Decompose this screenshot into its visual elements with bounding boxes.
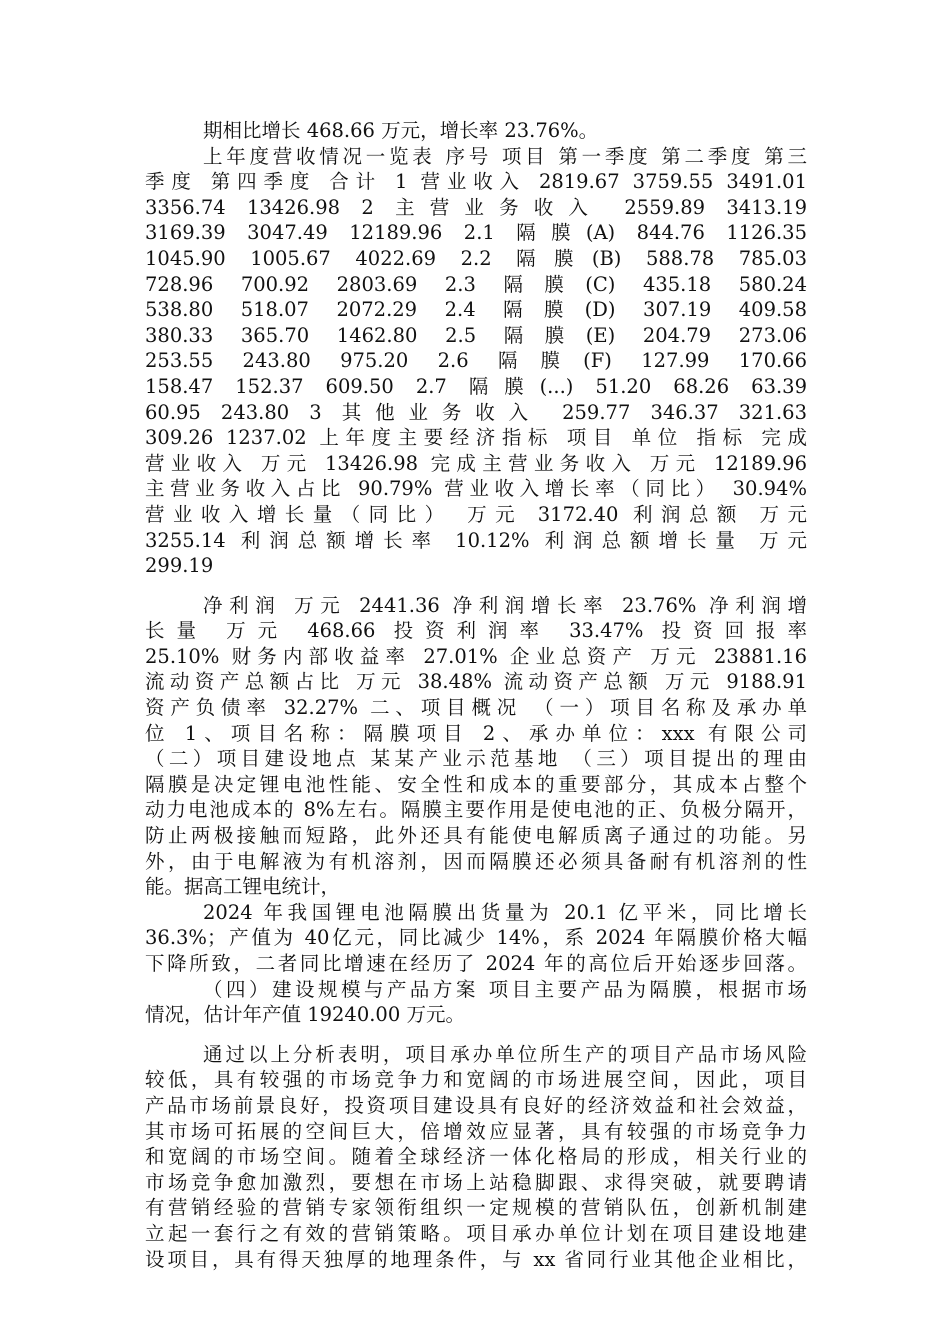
- text-line: 营业收入增长量（同比） 万元 3172.40 利润总额 万元: [145, 502, 807, 526]
- text-line: 通过以上分析表明，项目承办单位所生产的项目产品市场风险: [203, 1042, 807, 1066]
- text-line: 2024 年我国锂电池隔膜出货量为 20.1 亿平米，同比增长: [203, 900, 807, 924]
- text-line: 净利润 万元 2441.36 净利润增长率 23.76% 净利润增: [203, 593, 807, 617]
- text-line: 3356.74 13426.98 2 主营业务收入 2559.89 3413.19: [145, 195, 807, 219]
- text-line: 市场竞争愈加激烈，要想在市场上站稳脚跟、求得突破，就要聘请: [145, 1170, 807, 1194]
- text-line: 设项目，具有得天独厚的地理条件，与 xx 省同行业其他企业相比，: [145, 1247, 807, 1271]
- text-line: 资产负债率 32.27% 二、项目概况 （一）项目名称及承办单: [145, 696, 807, 720]
- text-line: 主营业务收入占比 90.79% 营业收入增长率（同比） 30.94%: [145, 477, 807, 501]
- text-line: 上年度营收情况一览表 序号 项目 第一季度 第二季度 第三: [203, 144, 807, 168]
- text-line: 158.47 152.37 609.50 2.7 隔膜(...) 51.20 68.26 63.39: [145, 374, 807, 398]
- text-line: 其市场可拓展的空间巨大，倍增效应显著，具有较强的市场竞争力: [145, 1119, 807, 1143]
- text-line: 36.3%；产值为 40亿元，同比减少 14%，系 2024 年隔膜价格大幅: [145, 926, 807, 950]
- text-line: 动力电池成本的 8%左右。隔膜主要作用是使电池的正、负极分隔开，: [145, 798, 807, 822]
- text-line: 3255.14 利润总额增长率 10.12% 利润总额增长量 万元: [145, 528, 807, 552]
- text-line: 299.19: [145, 554, 214, 578]
- text-line: （二）项目建设地点 某某产业示范基地 （三）项目提出的理由: [145, 747, 807, 771]
- text-line: 25.10% 财务内部收益率 27.01% 企业总资产 万元 23881.16: [145, 644, 807, 668]
- document-page: [145, 118, 807, 1272]
- text-line: 情况，估计年产值 19240.00 万元。: [145, 1003, 465, 1027]
- text-line: 产品市场前景良好，投资项目建设具有良好的经济效益和社会效益，: [145, 1093, 807, 1117]
- paragraph-gap: [145, 579, 807, 593]
- text-line: 防止两极接触而短路，此外还具有能使电解质离子通过的功能。另: [145, 824, 807, 848]
- text-line: 下降所致，二者同比增速在经历了 2024 年的高位后开始逐步回落。: [145, 952, 807, 975]
- text-line: 期相比增长 468.66 万元，增长率 23.76%。: [203, 119, 599, 142]
- text-line: 流动资产总额占比 万元 38.48% 流动资产总额 万元 9188.91: [145, 670, 807, 694]
- text-line: 立起一套行之有效的营销策略。项目承办单位计划在项目建设地建: [145, 1221, 807, 1245]
- text-line: 1045.90 1005.67 4022.69 2.2 隔膜(B) 588.78 785.03: [145, 246, 807, 270]
- text-line: 较低，具有较强的市场竞争力和宽阔的市场进展空间，因此，项目: [145, 1068, 807, 1092]
- text-line: 538.80 518.07 2072.29 2.4 隔膜(D) 307.19 409.58: [145, 298, 807, 322]
- revenue-section: [145, 118, 807, 579]
- text-line: 253.55 243.80 975.20 2.6 隔膜(F) 127.99 170.66: [145, 349, 807, 373]
- text-line: 728.96 700.92 2803.69 2.3 隔膜(C) 435.18 580.24: [145, 272, 807, 296]
- text-line: 有营销经验的营销专家领衔组织一定规模的营销队伍，创新机制建: [145, 1196, 807, 1220]
- text-line: 60.95 243.80 3 其他业务收入 259.77 346.37 321.63: [145, 400, 807, 424]
- text-line: （四）建设规模与产品方案 项目主要产品为隔膜，根据市场: [203, 977, 807, 1001]
- text-line: 309.26 1237.02 上年度主要经济指标 项目 单位 指标 完成: [145, 426, 807, 450]
- text-line: 外，由于电解液为有机溶剂，因而隔膜还必须具备耐有机溶剂的性: [145, 849, 807, 873]
- text-line: 长量 万元 468.66 投资利润率 33.47% 投资回报率: [145, 619, 807, 643]
- text-line: 能。据高工锂电统计，: [145, 875, 341, 899]
- text-line: 3169.39 3047.49 12189.96 2.1 隔膜(A) 844.76 1126.35: [145, 221, 807, 245]
- text-line: 季度 第四季度 合计 1 营业收入 2819.67 3759.55 3491.01: [145, 170, 807, 194]
- text-line: 位 1、项目名称：隔膜项目 2、承办单位：xxx 有限公司: [145, 721, 807, 745]
- overview-section: [145, 593, 807, 1028]
- paragraph-gap: [145, 1028, 807, 1042]
- text-line: 隔膜是决定锂电池性能、安全性和成本的重要部分，其成本占整个: [145, 772, 807, 796]
- text-line: 和宽阔的市场空间。随着全球经济一体化格局的形成，相关行业的: [145, 1145, 807, 1169]
- text-line: 营业收入 万元 13426.98 完成主营业务收入 万元 12189.96: [145, 451, 807, 475]
- text-line: 380.33 365.70 1462.80 2.5 隔膜(E) 204.79 273.06: [145, 323, 807, 347]
- market-analysis-section: [145, 1042, 807, 1272]
